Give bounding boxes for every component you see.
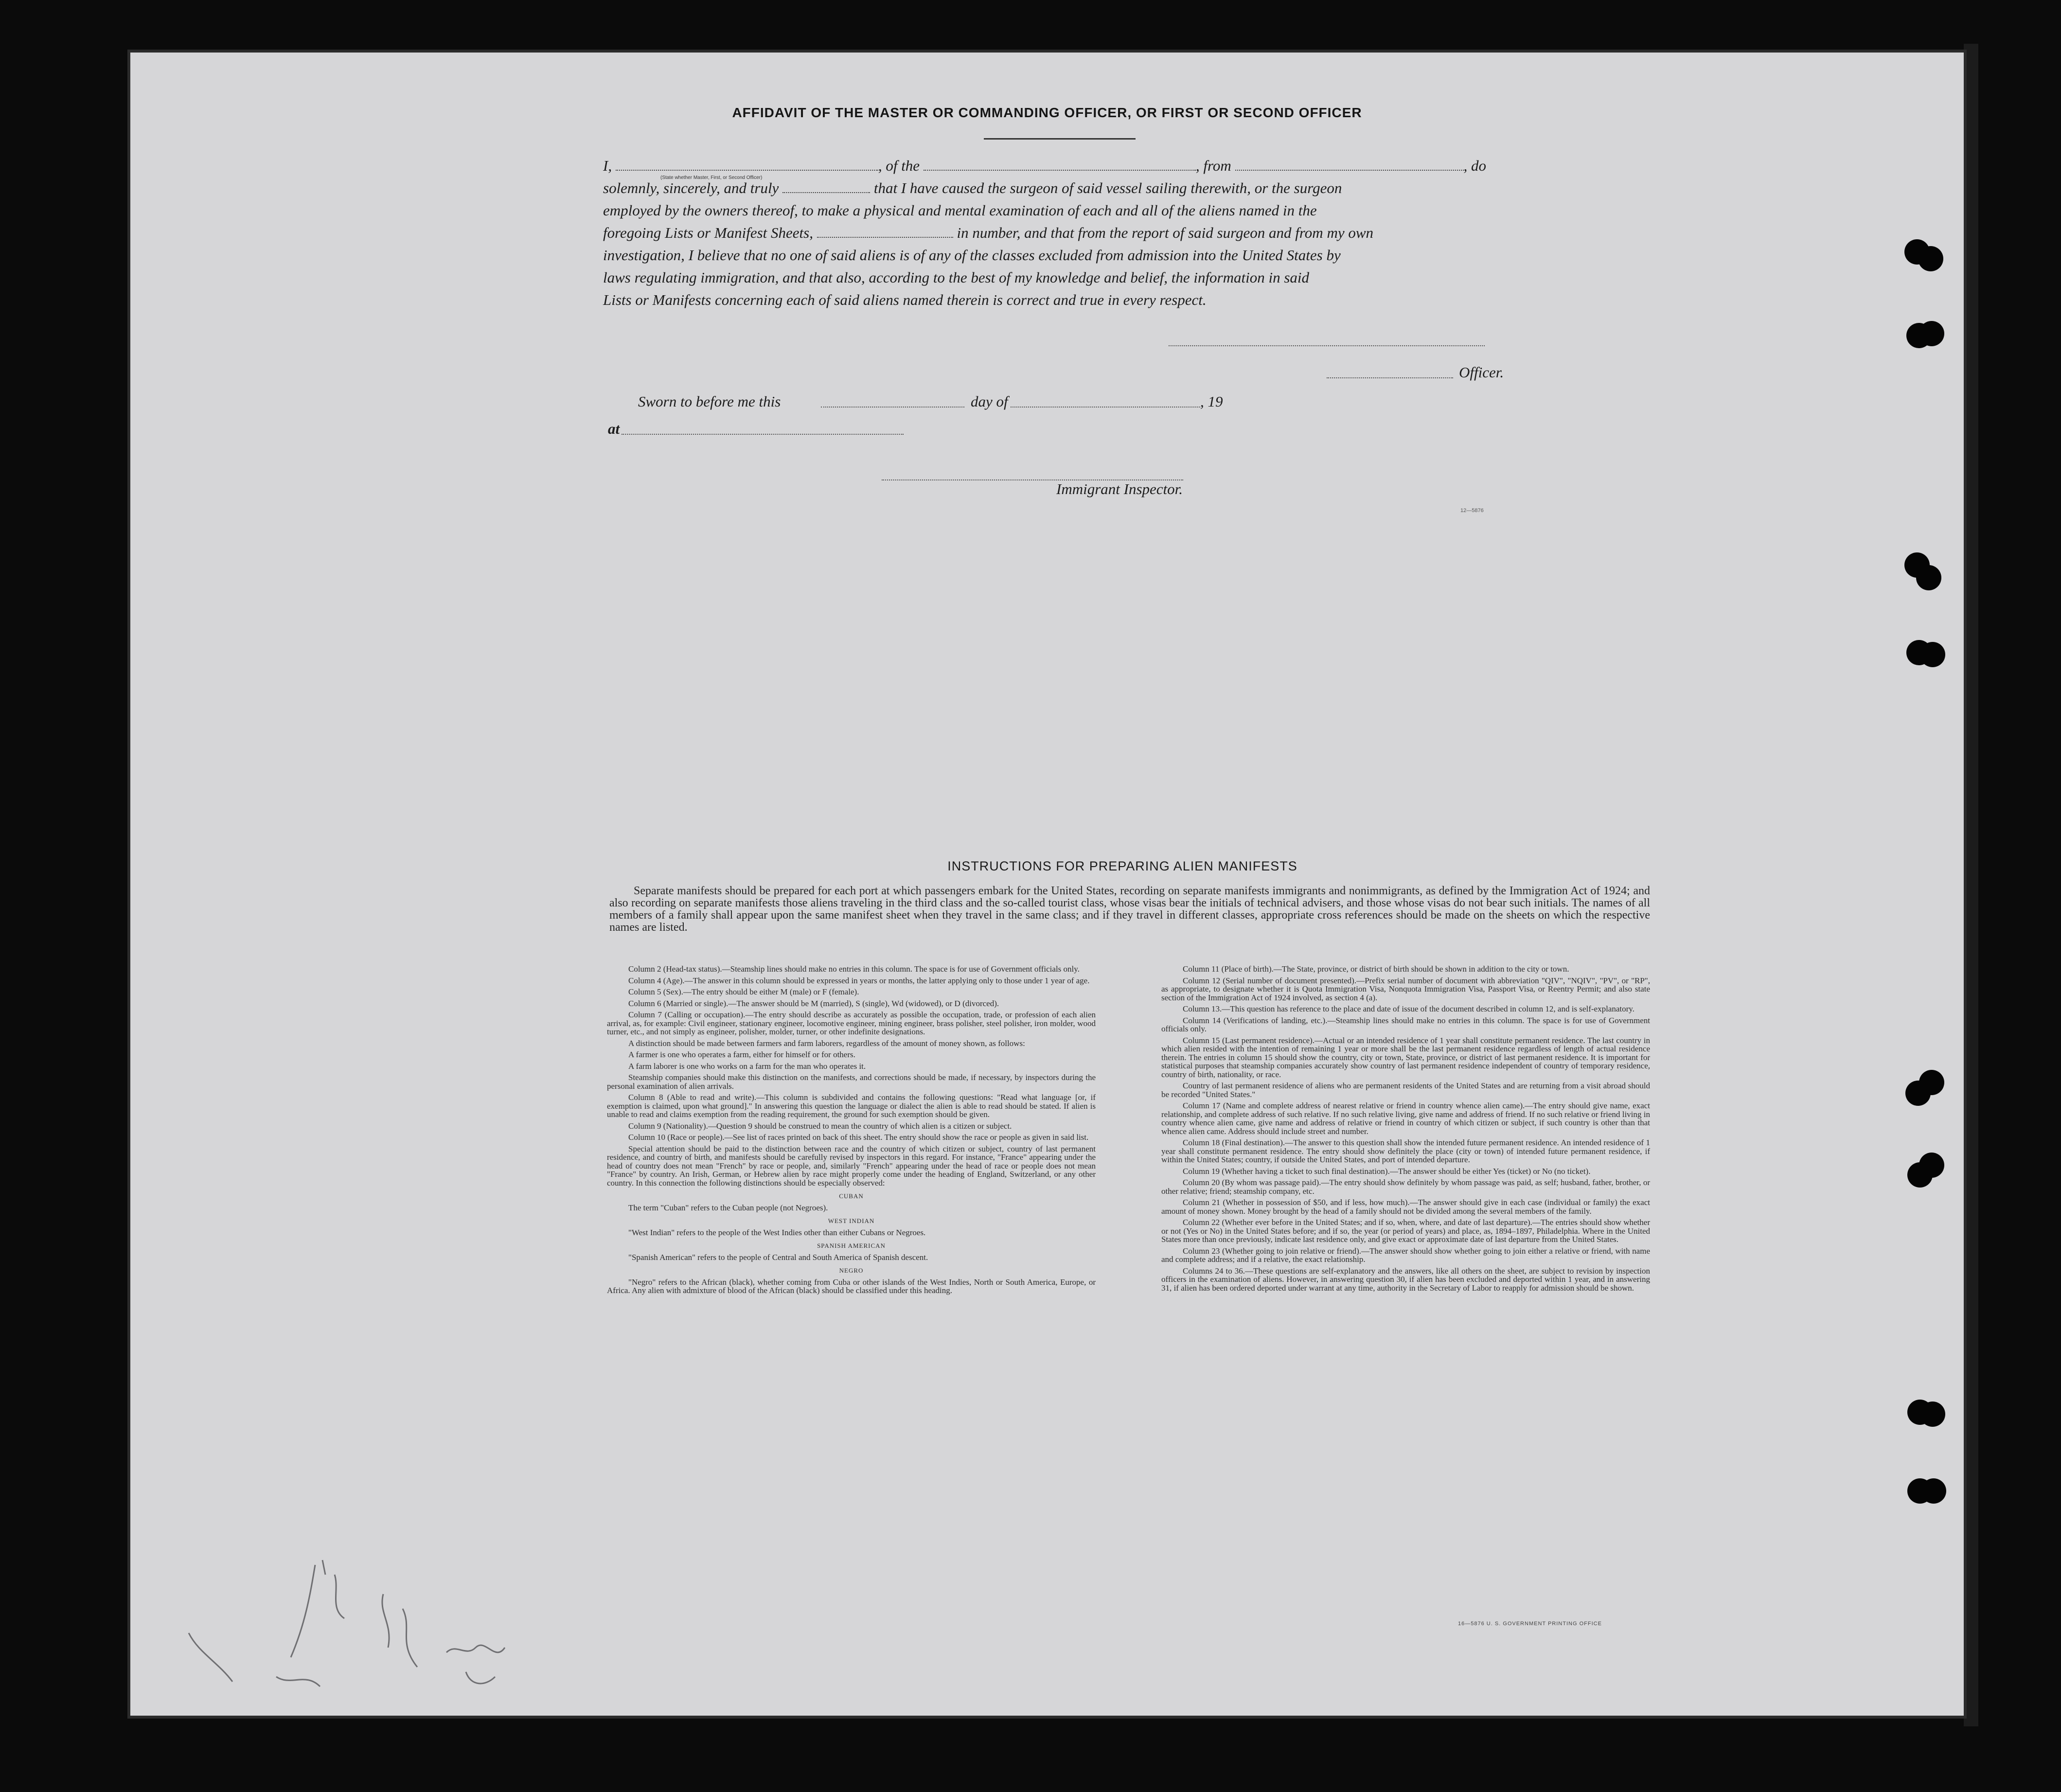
line1-start: I,: [603, 157, 612, 174]
inspector-label: Immigrant Inspector.: [1056, 480, 1183, 497]
instructions-left-column: [607, 965, 1096, 1298]
spanish-american-heading: SPANISH AMERICAN: [817, 1242, 886, 1249]
vessel-name-field[interactable]: [924, 158, 1196, 171]
year-label: , 19: [1200, 393, 1223, 410]
instruction-paragraph: Column 5 (Sex).—The entry should be either M (male) or F (female).: [628, 987, 859, 996]
instruction-paragraph: Column 12 (Serial number of document presented).—Prefix serial number of document with abbreviation "QIV", "NQIV", "PV", or "RP", as appropriate, to designate whether it is Quota Immigration Visa, Nonquota Immigration Visa, Passport Visa, or Reentry Permit; and also state section of the Immigration Act of 1924 involved, as section 4 (a).: [1161, 976, 1650, 1002]
instruction-paragraph: Column 14 (Verifications of landing, etc.).—Steamship lines should make no entries in this column. The space is for use of Government officials only.: [1161, 1015, 1650, 1033]
oath-form-field[interactable]: [782, 180, 870, 193]
state-rank-hint: (State whether Master, First, or Second Officer): [660, 175, 763, 180]
sworn-month-field[interactable]: [1011, 407, 1200, 408]
binding-hole: [1919, 321, 1944, 346]
instruction-paragraph: Column 4 (Age).—The answer in this column should be expressed in years or months, the latter applying only to those under 1 year of age.: [628, 976, 1090, 985]
line4-end: in number, and that from the report of said surgeon and from my own: [957, 224, 1374, 241]
binding-hole: [1921, 1478, 1946, 1504]
sheet-count-field[interactable]: [817, 225, 953, 238]
instruction-paragraph: Column 20 (By whom was passage paid).—The entry should show definitely by whom passage was paid, as self; husband, father, brother, or other relative; friend; steamship company, etc.: [1161, 1178, 1650, 1196]
form-code-top: 12—5876: [1460, 508, 1484, 514]
cuban-heading: CUBAN: [839, 1192, 864, 1200]
instruction-paragraph: Column 11 (Place of birth).—The State, province, or district of birth should be shown in addition to the city or town.: [1183, 964, 1569, 974]
officer-rank-field[interactable]: [616, 158, 878, 171]
instructions-right-column: [1161, 965, 1650, 1295]
instruction-paragraph: Column 21 (Whether in possession of $50, and if less, how much).—The answer should give in each case (individual or family) the exact amount of money shown. Money brought by the head of a family should not be divided among the several members of the family.: [1161, 1198, 1650, 1216]
west-indian-heading: WEST INDIAN: [828, 1217, 875, 1224]
instruction-paragraph: Column 18 (Final destination).—The answer to this question shall show the intended future permanent residence. An intended residence of 1 year shall constitute permanent residence. The entry should show definitely the place (city or town) of intended future permanent residence, if within the United States; country, if outside the United States, and port of intended departure.: [1161, 1138, 1650, 1164]
instructions-title: INSTRUCTIONS FOR PREPARING ALIEN MANIFESTS: [947, 859, 1297, 873]
printing-office-footer: 16—5876 U. S. GOVERNMENT PRINTING OFFICE: [1458, 1621, 1602, 1627]
instruction-paragraph: Column 6 (Married or single).—The answer should be M (married), S (single), Wd (widowed), or D (divorced).: [628, 998, 999, 1008]
line2-start: solemnly, sincerely, and truly: [603, 179, 779, 196]
sworn-label: Sworn to before me this: [638, 393, 781, 410]
line1-from: , from: [1195, 157, 1231, 174]
instruction-paragraph: A farm laborer is one who works on a farm for the man who operates it.: [628, 1061, 866, 1071]
binding-hole: [1920, 642, 1945, 667]
scan-right-strip: [1964, 44, 1978, 1726]
title-underline: [984, 138, 1136, 140]
affidavit-line-1: [603, 155, 1649, 177]
instruction-paragraph: Special attention should be paid to the distinction between race and the country of which citizen or subject, country of last permanent residence, and country of birth, and manifests should be carefully revised by inspectors in this regard. For instance, "France" appearing under the head of country does not mean "French" by race or people, and, similarly "French" appearing under the head of race or people does not mean "France" by country. An Irish, German, or Hebrew alien by race might properly come under the heading of England, Switzerland, or any other country. In this connection the following distinctions should be especially observed:: [607, 1144, 1096, 1188]
instructions-intro: Separate manifests should be prepared for each port at which passengers embark for the United States, recording on separate manifests immigrants and nonimmigrants, as defined by the Immigration Act of 1924; and also recording on separate manifests those aliens traveling in the third class and the so-called tourist class, whose visas bear the initials of technical advisers, and those whose visas do not bear such initials. The names of all members of a family shall appear upon the same manifest sheet when they travel in the same class; and if they travel in different classes, appropriate cross references should be made on the sheets on which the respective names are listed.: [609, 885, 1650, 934]
instruction-paragraph: A distinction should be made between farmers and farm laborers, regardless of the amount of money shown, as follows:: [628, 1038, 1025, 1048]
instruction-paragraph: Columns 24 to 36.—These questions are self-explanatory and the answers, like all others on the sheet, are subject to revision by inspection officers in the examination of aliens. However, in answering question 30, if alien has been excluded and deported within 1 year, and in answering 31, if alien has been ordered deported under warrant at any time, authority in the Secretary of Labor to reapply for admission should be shown.: [1161, 1266, 1650, 1293]
instruction-paragraph: Country of last permanent residence of aliens who are permanent residents of the United States and are returning from a visit abroad should be recorded "United States.": [1161, 1081, 1650, 1099]
west-indian-text: "West Indian" refers to the people of the West Indies other than either Cubans or Negroes.: [628, 1227, 926, 1237]
departure-port-field[interactable]: [1235, 158, 1464, 171]
affidavit-title: AFFIDAVIT OF THE MASTER OR COMMANDING OFFICER, OR FIRST OR SECOND OFFICER: [732, 105, 1362, 120]
instruction-paragraph: Column 2 (Head-tax status).—Steamship lines should make no entries in this column. The space is for use of Government officials only.: [628, 964, 1080, 974]
instruction-paragraph: Column 9 (Nationality).—Question 9 should be construed to mean the country of which alien is a citizen or subject.: [628, 1121, 1012, 1131]
affidavit-line-5: investigation, I believe that no one of said aliens is of any of the classes excluded from admission into the United States by: [603, 247, 1341, 264]
at-place-field[interactable]: [622, 434, 904, 435]
instruction-paragraph: Column 23 (Whether going to join relative or friend).—The answer should show whether going to join either a relative or friend, with name and complete address; and if a relative, the exact relationship.: [1161, 1246, 1650, 1264]
pencil-marks: [130, 1536, 568, 1716]
officer-label: Officer.: [1459, 364, 1504, 381]
line2-end: that I have caused the surgeon of said vessel sailing therewith, or the surgeon: [873, 179, 1342, 196]
instruction-paragraph: A farmer is one who operates a farm, either for himself or for others.: [628, 1050, 855, 1059]
affidavit-line-4: [603, 222, 1649, 244]
binding-hole: [1918, 246, 1943, 271]
spanish-american-text: "Spanish American" refers to the people of Central and South America of Spanish descent.: [628, 1252, 928, 1262]
line1-end: , do: [1463, 157, 1486, 174]
affidavit-line-7: Lists or Manifests concerning each of said aliens named therein is correct and true in every respect.: [603, 291, 1207, 308]
line1-of: , of the: [878, 157, 920, 174]
binding-hole: [1916, 565, 1941, 590]
instruction-paragraph: Column 17 (Name and complete address of nearest relative or friend in country whence alien came).—The entry should give name, exact relationship, and complete address of such relative. If no such relative living, give name and address of friend. If no such relative or friend living in country whence alien came, give name and address of relative or friend in country of which citizen or subject, if such country is other than that whence alien came. Address should include street and number.: [1161, 1101, 1650, 1136]
officer-signature-line[interactable]: [1169, 345, 1485, 346]
negro-text: "Negro" refers to the African (black), whether coming from Cuba or other islands of the West Indies, North or South America, Europe, or Africa. Any alien with admixture of blood of the African (black) should be classified under this heading.: [607, 1277, 1096, 1295]
instruction-paragraph: Column 15 (Last permanent residence).—Actual or an intended residence of 1 year shall constitute permanent residence. The last country in which alien resided with the intention of remaining 1 year or more shall be the last permanent residence regardless of length of actual residence therein. The entries in column 15 should show the country, city or town, State, province, or district of last permanent residence. It is important for statistical purposes that steamship companies accurately show country of last permanent residence independent of country of temporary residence, country of birth, nationality, or race.: [1161, 1035, 1650, 1079]
instruction-paragraph: Steamship companies should make this distinction on the manifests, and corrections should be made, if necessary, by inspectors during the personal examination of alien arrivals.: [607, 1073, 1096, 1091]
affidavit-line-3: employed by the owners thereof, to make a physical and mental examination of each and all of the aliens named in the: [603, 202, 1317, 219]
binding-hole: [1919, 1153, 1944, 1178]
instruction-paragraph: Column 19 (Whether having a ticket to such final destination).—The answer should be either Yes (ticket) or No (no ticket).: [1183, 1166, 1591, 1176]
day-of-label: day of: [971, 393, 1008, 410]
cuban-text: The term "Cuban" refers to the Cuban people (not Negroes).: [628, 1203, 828, 1212]
instruction-paragraph: Column 13.—This question has reference to the place and date of issue of the document described in column 12, and is self-explanatory.: [1183, 1004, 1635, 1013]
instruction-paragraph: Column 22 (Whether ever before in the United States; and if so, when, where, and date of last departure).—The entries should show whether or not (Yes or No) in the United States before; and if so, the year (or period of years) and place, as, 1894–1897, Philadelphia. Where in the United States more than once previously, indicate last residence only, and give exact or approximate date of last departure from the United States.: [1161, 1218, 1650, 1244]
binding-hole: [1919, 1070, 1944, 1095]
line4-start: foregoing Lists or Manifest Sheets,: [603, 224, 813, 241]
manifest-back-page: [130, 53, 1964, 1716]
affidavit-line-6: laws regulating immigration, and that also, according to the best of my knowledge and belief, the information in said: [603, 269, 1310, 286]
instruction-paragraph: Column 8 (Able to read and write).—This column is subdivided and contains the following questions: "Read what language [or, if exemption is claimed, upon what ground]." In answering this question the language or dialect the alien is able to read should be stated. If alien is unable to read and claims exemption from the reading requirement, the ground for such exemption should be given.: [607, 1093, 1096, 1119]
binding-hole: [1920, 1402, 1945, 1427]
sworn-day-field[interactable]: [821, 407, 964, 408]
officer-name-line[interactable]: [1327, 377, 1453, 378]
at-label: at: [608, 420, 620, 437]
instruction-paragraph: Column 10 (Race or people).—See list of races printed on back of this sheet. The entry should show the race or people as given in said list.: [628, 1133, 1089, 1142]
instruction-paragraph: Column 7 (Calling or occupation).—The entry should describe as accurately as possible the occupation, trade, or profession of each alien arrival, as, for example: Civil engineer, stationary engineer, locomotive engineer, mining engineer, brass polisher, steel polisher, iron molder, wood turner, etc., and not simply as engineer, polisher, molder, turner, or other indefinite designations.: [607, 1010, 1096, 1036]
negro-heading: NEGRO: [839, 1267, 864, 1274]
